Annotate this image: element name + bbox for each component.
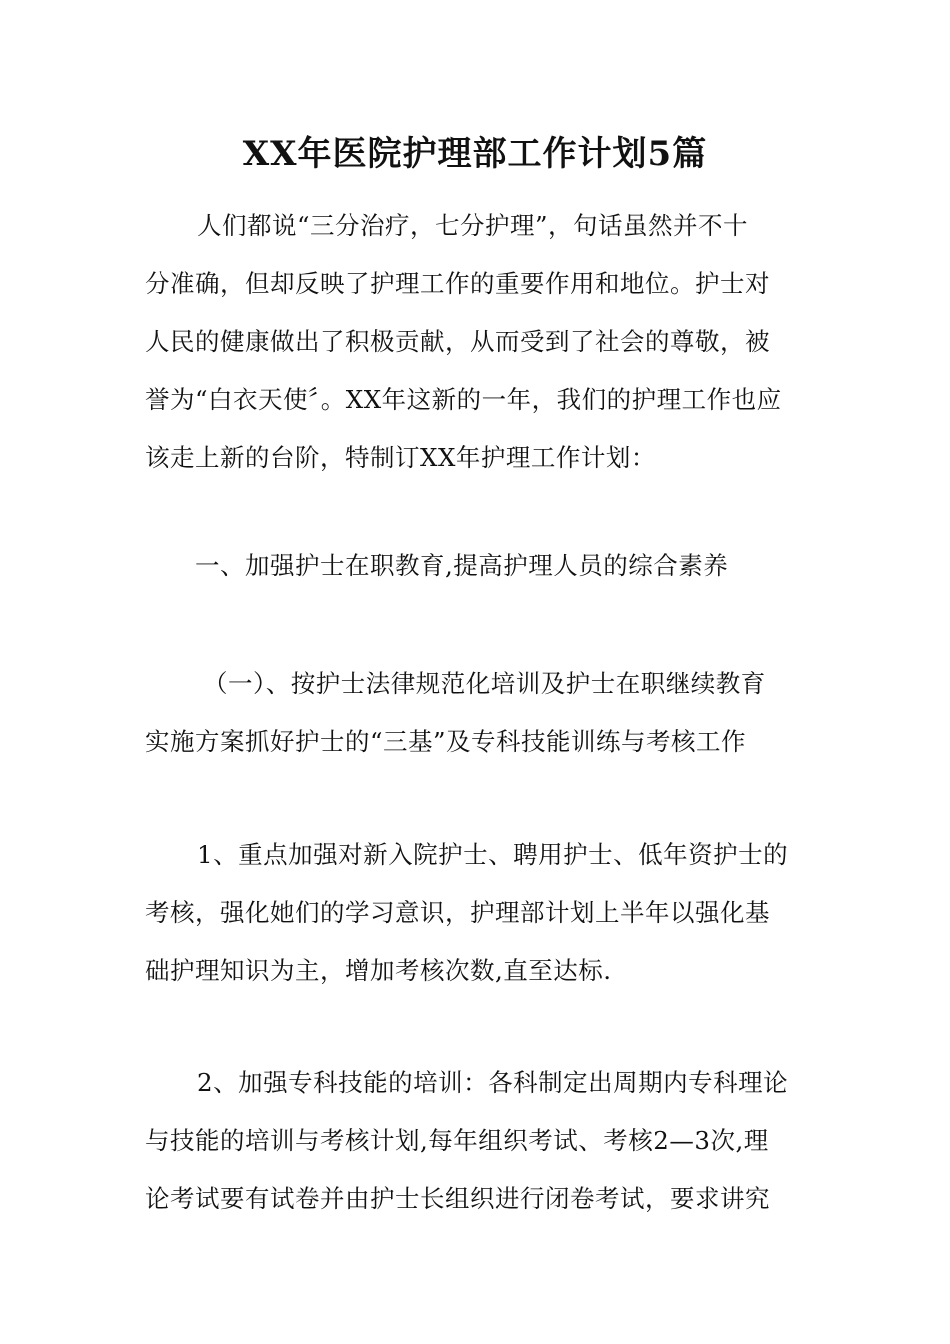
text-line: 考核，强化她们的学习意识，护理部计划上半年以强化基 (145, 898, 770, 927)
text-line: 誉为“白衣天使〞。XX年这新的一年，我们的护理工作也应 (145, 385, 782, 414)
section-heading-text: 一、加强护士在职教育,提高护理人员的综合素养 (195, 551, 729, 580)
text-line: 2、加强专科技能的培训：各科制定出周期内专科理论 (197, 1068, 789, 1097)
item1-paragraph (145, 826, 810, 1000)
section-heading (145, 537, 810, 595)
document-title: XX年医院护理部工作计划5篇 (242, 134, 708, 174)
subsection-paragraph (145, 655, 810, 771)
intro-paragraph (145, 197, 810, 487)
text-line: 人们都说“三分治疗，七分护理”，句话虽然并不十 (197, 211, 749, 240)
text-line: 实施方案抓好护士的“三基”及专科技能训练与考核工作 (145, 727, 747, 756)
text-line: 人民的健康做出了积极贡献，从而受到了社会的尊敬，被 (145, 327, 770, 356)
text-line: 与技能的培训与考核计划,每年组织考试、考核2—3次,理 (145, 1126, 769, 1155)
text-line: 分准确，但却反映了护理工作的重要作用和地位。护士对 (145, 269, 770, 298)
item2-paragraph (145, 1054, 810, 1228)
text-line: 该走上新的台阶，特制订XX年护理工作计划： (145, 443, 656, 472)
text-line: 础护理知识为主，增加考核次数,直至达标. (145, 956, 612, 985)
text-line: （一）、按护士法律规范化培训及护士在职继续教育 (203, 669, 766, 698)
text-line: 论考试要有试卷并由护士长组织进行闭卷考试，要求讲究 (145, 1184, 770, 1213)
text-line: 1、重点加强对新入院护士、聘用护士、低年资护士的 (197, 840, 789, 869)
